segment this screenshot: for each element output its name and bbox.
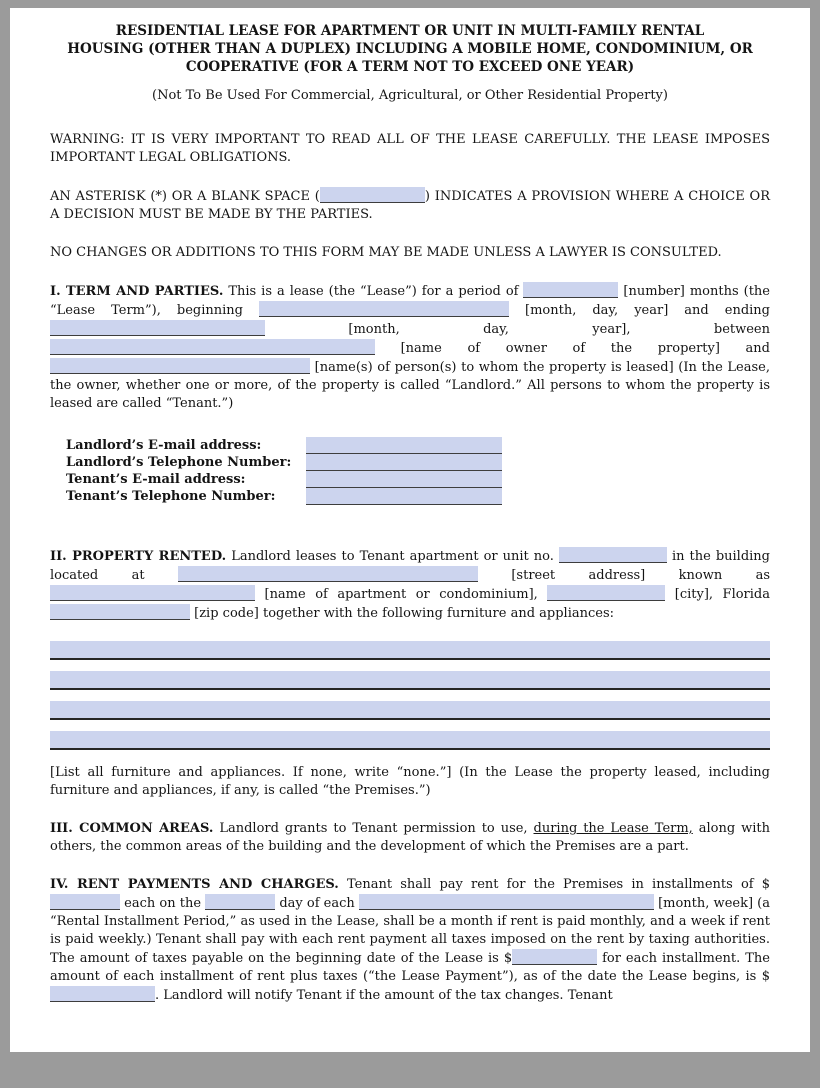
tenant-phone-field[interactable]	[306, 488, 502, 505]
section-heading: I. TERM AND PARTIES.	[50, 284, 224, 299]
section-rent-payments	[50, 876, 770, 1005]
zip-code-field[interactable]	[50, 604, 190, 620]
lease-period-months-field[interactable]	[523, 282, 618, 298]
owner-name-field[interactable]	[50, 339, 375, 355]
section-term-and-parties	[50, 282, 770, 413]
furniture-line-field[interactable]	[50, 641, 770, 660]
contact-row	[66, 437, 770, 454]
blank-space-example-field[interactable]	[320, 187, 425, 203]
document-title-line: RESIDENTIAL LEASE FOR APARTMENT OR UNIT IN MULTI-FAMILY RENTAL	[115, 23, 705, 39]
section-common-areas	[50, 820, 770, 856]
underlined-text: during the Lease Term,	[533, 821, 693, 836]
text-run: in the building located at	[50, 549, 771, 583]
furniture-line-field[interactable]	[50, 731, 770, 750]
contact-row	[66, 471, 770, 488]
text-run: [name of owner of the property] and	[375, 341, 770, 356]
text-run: [month, day, year], between	[265, 322, 770, 337]
text-run: [city], Florida	[665, 587, 770, 602]
landlord-email-label: Landlord’s E-mail address:	[66, 438, 262, 453]
contact-row	[66, 454, 770, 471]
text-run: [number] months (the “Lease Term”), beginning	[50, 284, 770, 318]
contact-info-list	[66, 437, 770, 505]
tax-amount-field[interactable]	[512, 949, 597, 965]
lease-payment-amount-field[interactable]	[50, 986, 155, 1002]
text-run: for each installment. The amount of each installment of rent plus taxes (“the Lease Payment”), as of the date the Lease begins, is $	[50, 951, 770, 984]
text-run: day of each	[275, 896, 359, 911]
text-run: [month, week] (a “Rental Installment Period,” as used in the Lease, shall be a month if rent is paid monthly, and a week if rent is paid weekly.) Tenant shall pay with each rent payment all taxes imposed on the rent by taxing authorities. The amount of taxes payable on the beginning date of the Lease is $	[50, 896, 770, 966]
document-title	[50, 22, 770, 76]
tenant-email-label: Tenant’s E-mail address:	[66, 472, 246, 487]
text-run: [name(s) of person(s) to whom the property is leased] (In the Lease, the owner, whether one or more, of the property is called “Landlord.” All persons to whom the property is leased are called “Tenant.”)	[50, 360, 770, 411]
document-page	[10, 8, 810, 1052]
tenant-phone-label: Tenant’s Telephone Number:	[66, 489, 276, 504]
text-run: Tenant shall pay rent for the Premises in installments of $	[338, 877, 771, 892]
text-run: ) INDICATES A PROVISION WHERE A CHOICE OR A DECISION MUST BE MADE BY THE PARTIES.	[50, 189, 770, 222]
warning-paragraph: WARNING: IT IS VERY IMPORTANT TO READ ALL OF THE LEASE CAREFULLY. THE LEASE IMPOSES IMPORTANT LEGAL OBLIGATIONS.	[50, 132, 770, 165]
street-address-field[interactable]	[178, 566, 478, 582]
landlord-phone-field[interactable]	[306, 454, 502, 471]
city-field[interactable]	[547, 585, 665, 601]
no-changes-paragraph: NO CHANGES OR ADDITIONS TO THIS FORM MAY BE MADE UNLESS A LAWYER IS CONSULTED.	[50, 245, 722, 260]
section-heading: III. COMMON AREAS.	[50, 821, 214, 836]
building-name-field[interactable]	[50, 585, 255, 601]
section-heading: IV. RENT PAYMENTS AND CHARGES.	[50, 877, 339, 892]
furniture-appliances-lines	[50, 641, 770, 750]
rent-amount-field[interactable]	[50, 894, 120, 910]
landlord-phone-label: Landlord’s Telephone Number:	[66, 455, 292, 470]
text-run: along with others, the common areas of the building and the development of which the Premises are a part.	[50, 821, 771, 854]
rent-due-day-field[interactable]	[205, 894, 275, 910]
document-subtitle: (Not To Be Used For Commercial, Agricultural, or Other Residential Property)	[152, 88, 668, 103]
contact-row	[66, 488, 770, 505]
text-run: [month, day, year] and ending	[508, 303, 770, 318]
tenant-email-field[interactable]	[306, 471, 502, 488]
text-run: Landlord grants to Tenant permission to use,	[213, 821, 534, 836]
text-run: each on the	[120, 896, 206, 911]
section-property-rented	[50, 547, 770, 623]
rental-period-field[interactable]	[359, 894, 654, 910]
furniture-line-field[interactable]	[50, 671, 770, 690]
document-title-line: HOUSING (OTHER THAN A DUPLEX) INCLUDING A MOBILE HOME, CONDOMINIUM, OR	[67, 41, 753, 57]
lease-start-date-field[interactable]	[259, 301, 509, 317]
text-run: This is a lease (the “Lease”) for a period of	[223, 284, 524, 299]
asterisk-notice-paragraph	[50, 187, 770, 224]
document-title-line: COOPERATIVE (FOR A TERM NOT TO EXCEED ONE YEAR)	[185, 59, 635, 75]
text-run: . Landlord will notify Tenant if the amount of the tax changes. Tenant	[155, 988, 613, 1003]
text-run: [name of apartment or condominium],	[255, 587, 548, 602]
lease-end-date-field[interactable]	[50, 320, 265, 336]
furniture-note-paragraph: [List all furniture and appliances. If none, write “none.”] (In the Lease the property leased, including furniture and appliances, if any, is called “the Premises.”)	[50, 765, 770, 798]
landlord-email-field[interactable]	[306, 437, 502, 454]
unit-number-field[interactable]	[559, 547, 667, 563]
text-run: AN ASTERISK (*) OR A BLANK SPACE (	[50, 189, 320, 204]
text-run: Landlord leases to Tenant apartment or unit no.	[226, 549, 559, 564]
text-run: [street address] known as	[477, 568, 770, 583]
furniture-line-field[interactable]	[50, 701, 770, 720]
section-heading: II. PROPERTY RENTED.	[50, 549, 227, 564]
text-run: [zip code] together with the following furniture and appliances:	[190, 606, 615, 621]
tenant-name-field[interactable]	[50, 358, 310, 374]
